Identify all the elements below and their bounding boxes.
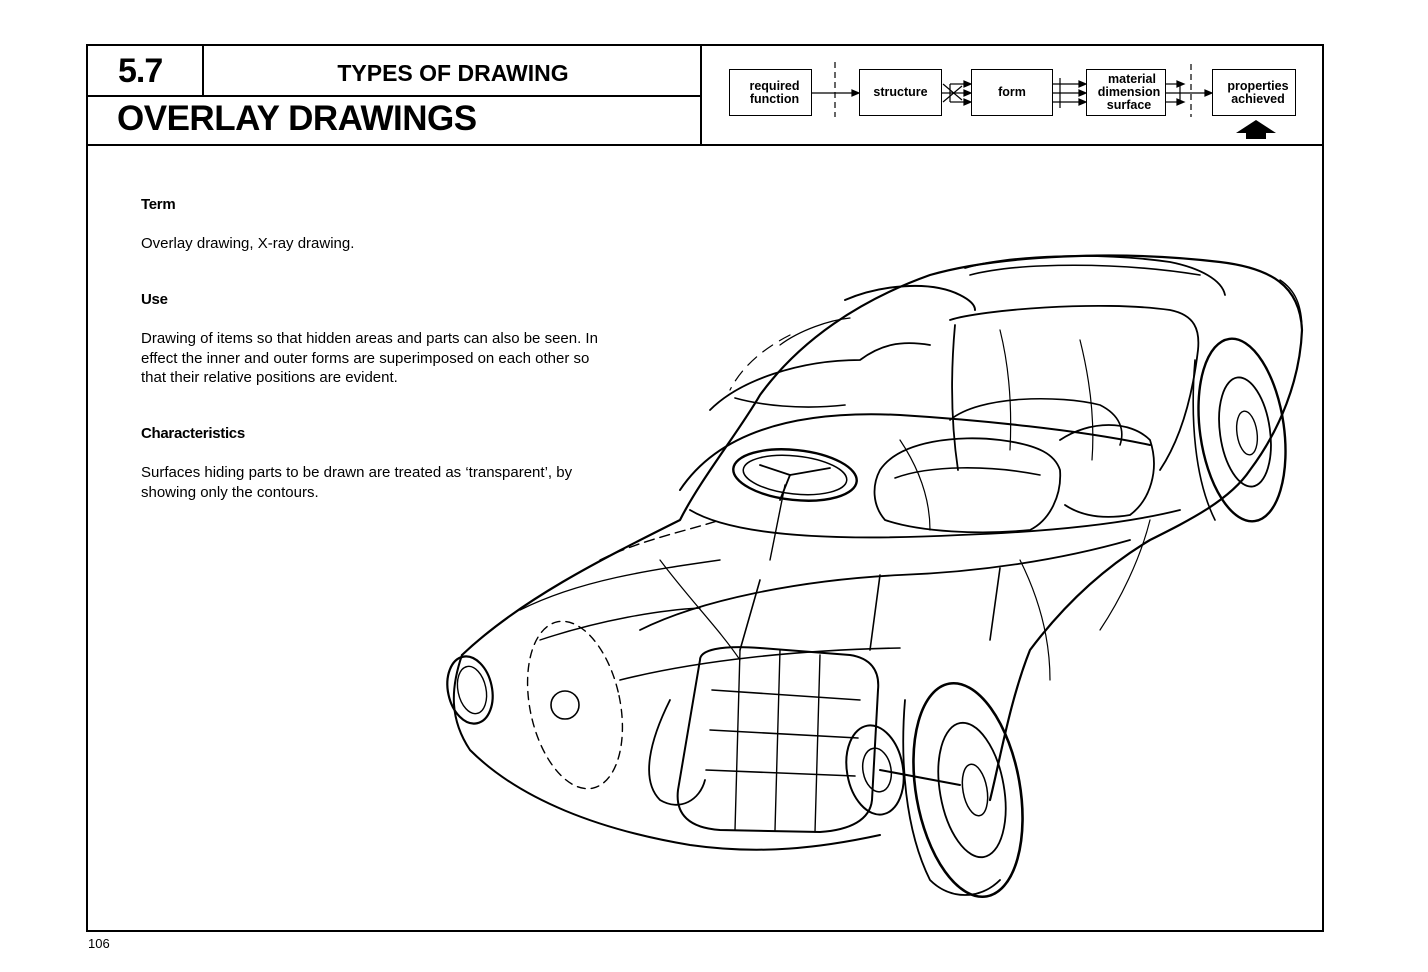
flow-box-label: required: [749, 78, 800, 93]
characteristics-text-line: Surfaces hiding parts to be drawn are treated as ‘transparent’, by: [141, 464, 573, 481]
page-number: 106: [88, 936, 110, 951]
use-heading: Use: [141, 291, 168, 308]
use-text-line: effect the inner and outer forms are superimposed on each other so: [141, 349, 590, 367]
flow-box-label: form: [998, 85, 1026, 99]
flow-box-label: surface: [1106, 98, 1152, 112]
section-number: 5.7: [118, 52, 163, 90]
term-heading: Term: [141, 196, 176, 213]
flow-box-label: properties: [1227, 78, 1289, 93]
term-text: Overlay drawing, X-ray drawing.: [141, 235, 355, 252]
flow-box-label: function: [749, 91, 800, 106]
flow-box-label: achieved: [1231, 91, 1285, 106]
use-text-line: that their relative positions are evident.: [141, 369, 398, 386]
characteristics-text-line: showing only the contours.: [141, 483, 319, 501]
flow-box-label: dimension: [1097, 85, 1161, 99]
flow-box-label: material: [1108, 72, 1156, 86]
characteristics-heading: Characteristics: [141, 425, 245, 442]
flow-box-label: structure: [873, 85, 928, 99]
section-topic: TYPES OF DRAWING: [337, 60, 569, 86]
page-title: OVERLAY DRAWINGS: [117, 99, 477, 138]
use-text-line: Drawing of items so that hidden areas and parts can also be seen. In: [141, 330, 598, 347]
